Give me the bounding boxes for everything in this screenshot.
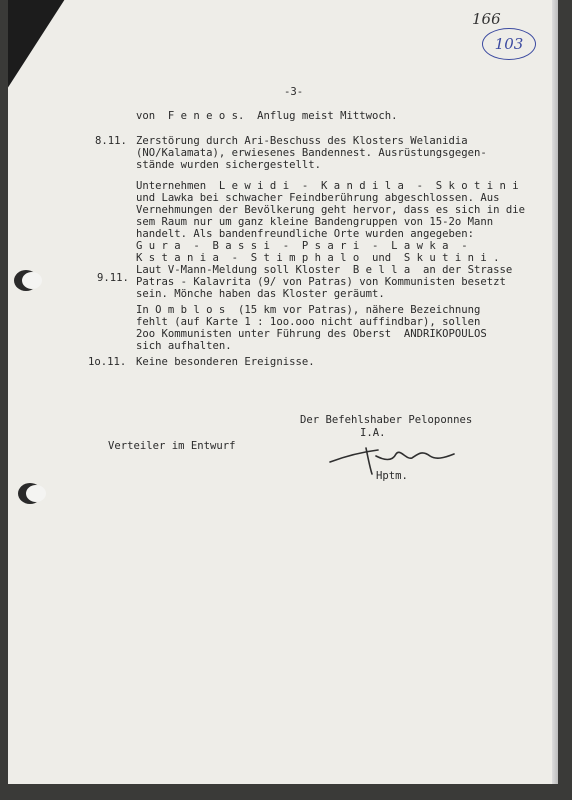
text-line: und Lawka bei schwacher Feindberührung abgeschlossen. Aus bbox=[136, 192, 500, 204]
circled-archive-number: 103 bbox=[482, 28, 536, 60]
text-line: G u r a - B a s s i - P s a r i - L a w k a - bbox=[136, 240, 468, 252]
document-page bbox=[8, 0, 558, 784]
text-line: Patras - Kalavrita (9/ von Patras) von Kommunisten besetzt bbox=[136, 276, 506, 288]
date-entry: 1o.11. bbox=[88, 356, 127, 368]
folded-corner bbox=[8, 0, 65, 89]
text-line: von F e n e o s. Anflug meist Mittwoch. bbox=[136, 110, 398, 122]
text-line: Keine besonderen Ereignisse. bbox=[136, 356, 315, 368]
punch-hole bbox=[22, 272, 42, 289]
text-line: stände wurden sichergestellt. bbox=[136, 159, 321, 171]
handwritten-page-number: 166 bbox=[472, 10, 501, 28]
text-line: In O m b l o s (15 km vor Patras), nähere Bezeichnung bbox=[136, 304, 481, 316]
signature-title: Der Befehlshaber Peloponnes bbox=[300, 414, 473, 426]
text-line: sich aufhalten. bbox=[136, 340, 232, 352]
text-line: Zerstörung durch Ari-Beschuss des Klosters Welanidia bbox=[136, 135, 468, 147]
punch-hole bbox=[26, 485, 46, 502]
text-line: handelt. Als bandenfreundliche Orte wurden angegeben: bbox=[136, 228, 475, 240]
text-line: sem Raum nur um ganz kleine Bandengruppen von 15-2o Mann bbox=[136, 216, 494, 228]
text-line: (NO/Kalamata), erwiesenes Bandennest. Ausrüstungsgegen- bbox=[136, 147, 487, 159]
text-line: fehlt (auf Karte 1 : 1oo.ooo nicht auffindbar), sollen bbox=[136, 316, 481, 328]
date-entry: 9.11. bbox=[97, 272, 129, 284]
text-line: Unternehmen L e w i d i - K a n d i l a - S k o t i n i bbox=[136, 180, 519, 192]
distribution-note: Verteiler im Entwurf bbox=[108, 440, 236, 452]
page-edge bbox=[552, 0, 558, 784]
page-number: -3- bbox=[284, 86, 304, 98]
signature-rank: Hptm. bbox=[376, 470, 408, 482]
text-line: Vernehmungen der Bevölkerung geht hervor, dass es sich in die bbox=[136, 204, 526, 216]
text-line: sein. Mönche haben das Kloster geräumt. bbox=[136, 288, 385, 300]
text-line: K s t a n i a - S t i m p h a l o und S k u t i n i . bbox=[136, 252, 500, 264]
text-line: 2oo Kommunisten unter Führung des Oberst ANDRIKOPOULOS bbox=[136, 328, 487, 340]
text-line: Laut V-Mann-Meldung soll Kloster B e l l a an der Strasse bbox=[136, 264, 513, 276]
date-entry: 8.11. bbox=[95, 135, 127, 147]
signature-ia: I.A. bbox=[360, 427, 386, 439]
